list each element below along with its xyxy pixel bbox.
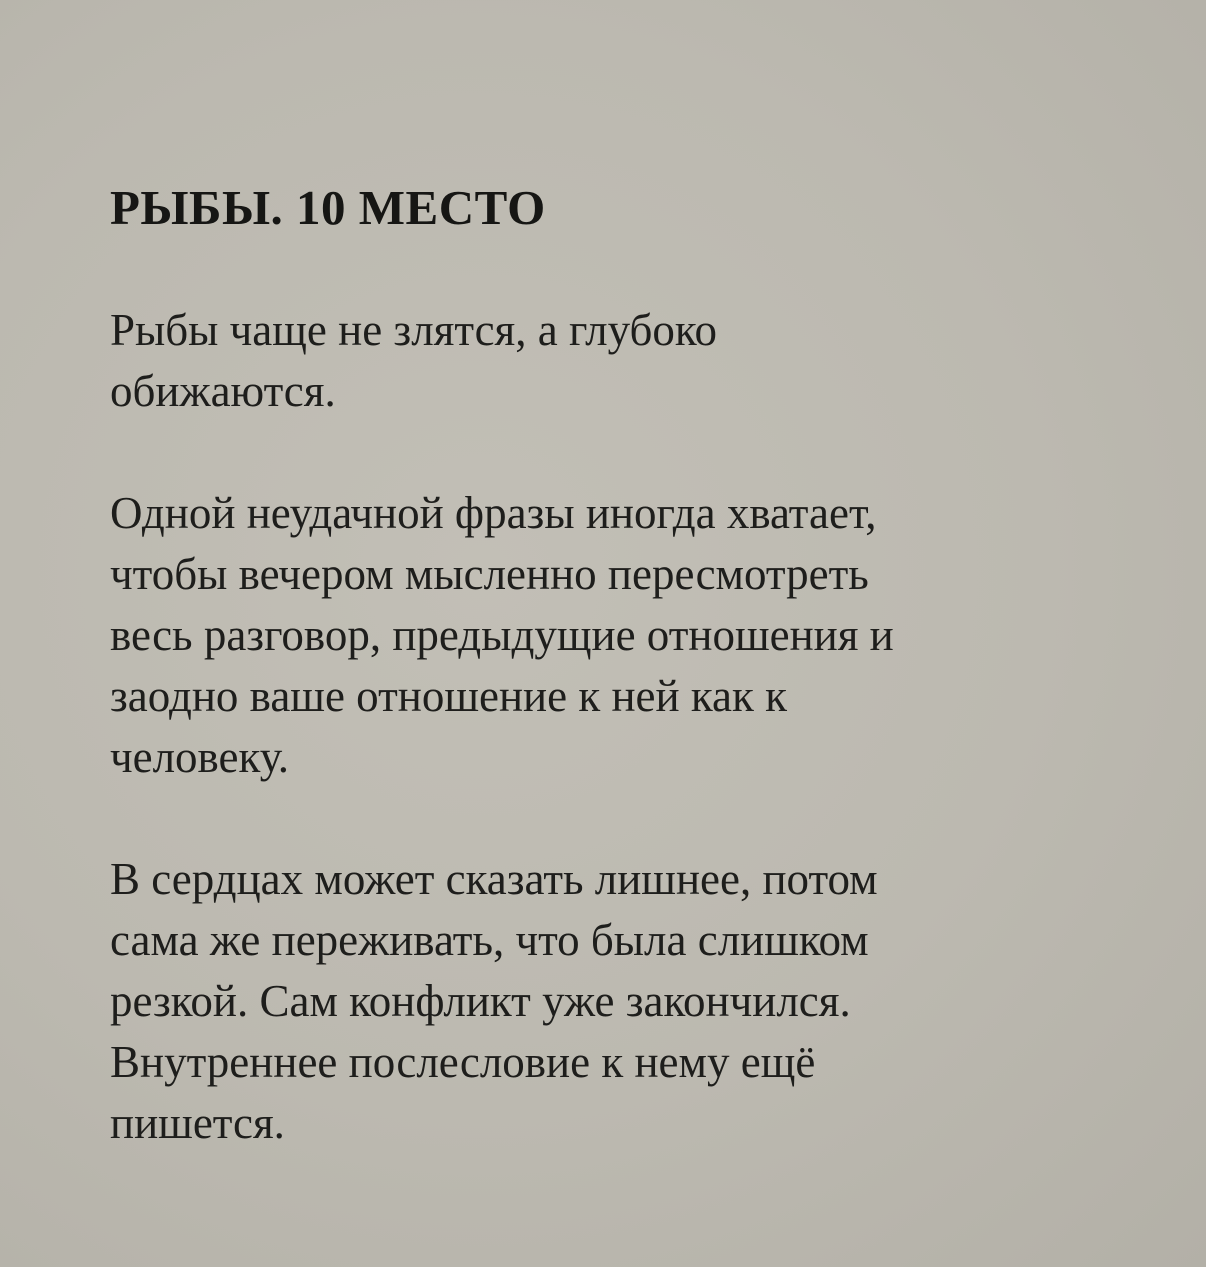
- paragraph-3: [110, 849, 1110, 1154]
- paragraph-line: пишется.: [110, 1098, 285, 1148]
- paragraph-line: заодно ваше отношение к ней как к: [110, 671, 787, 721]
- paragraph-line: Рыбы чаще не злятся, а глубоко: [110, 305, 717, 355]
- paragraph-line: обижаются.: [110, 366, 336, 416]
- paragraph-line: резкой. Сам конфликт уже закончился.: [110, 976, 851, 1026]
- paragraph-line: сама же переживать, что была слишком: [110, 915, 869, 965]
- paragraph-line: чтобы вечером мысленно пересмотреть: [110, 549, 869, 599]
- paragraph-line: весь разговор, предыдущие отношения и: [110, 610, 894, 660]
- text-card: [110, 178, 1110, 1154]
- page-title: РЫБЫ. 10 МЕСТО: [110, 180, 546, 235]
- paragraph-line: человеку.: [110, 732, 289, 782]
- paragraph-1: [110, 300, 1110, 422]
- paragraph-line: Внутреннее послесловие к нему ещё: [110, 1037, 816, 1087]
- paragraph-line: Одной неудачной фразы иногда хватает,: [110, 488, 877, 538]
- paragraph-2: [110, 483, 1110, 788]
- paragraph-line: В сердцах может сказать лишнее, потом: [110, 854, 878, 904]
